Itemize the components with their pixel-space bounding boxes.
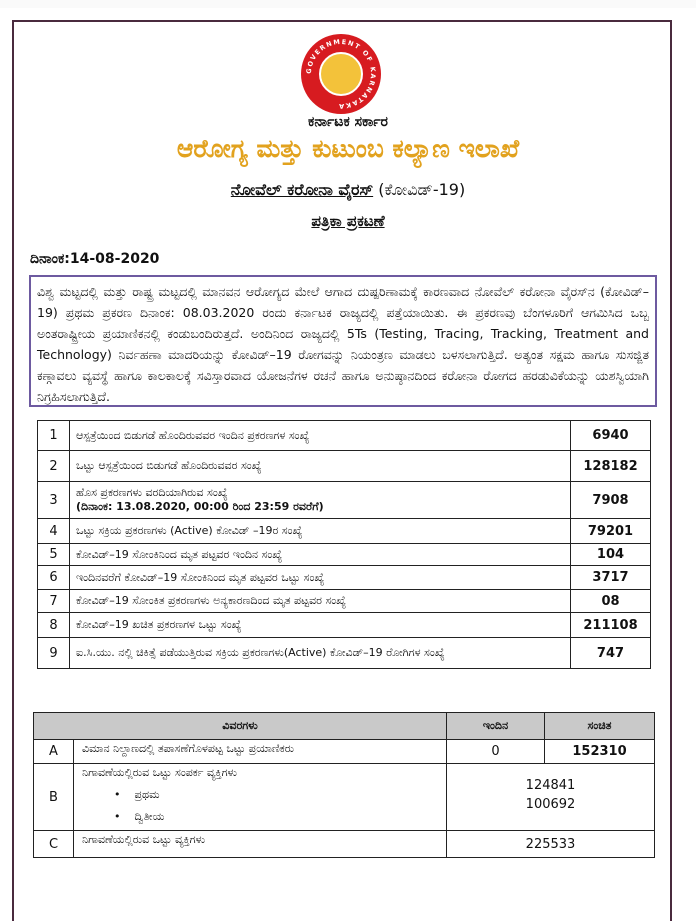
subject-main: ನೋವೆಲ್ ಕರೋನಾ ವೈರಸ್ bbox=[230, 180, 374, 199]
row-label: ಕೋವಿಡ್–19 ಖಚಿತ ಪ್ರಕರಣಗಳ ಒಟ್ಟು ಸಂಖ್ಯೆ bbox=[76, 618, 242, 631]
row-description bbox=[70, 590, 571, 613]
row-description bbox=[74, 764, 447, 831]
table-row bbox=[38, 482, 651, 519]
row-label: ಒಟ್ಟು ಸಕ್ರಿಯ ಪ್ರಕರಣಗಳು (Active) ಕೋವಿಡ್ –19ರ ಸಂಖ್ಯೆ bbox=[76, 524, 303, 537]
row-number: 2 bbox=[38, 451, 70, 482]
table-row bbox=[38, 421, 651, 451]
row-description bbox=[70, 451, 571, 482]
row-number: 3 bbox=[38, 482, 70, 519]
row-number: 5 bbox=[38, 544, 70, 566]
table-row bbox=[38, 638, 651, 669]
secondary-contacts-value: 100692 bbox=[525, 797, 576, 812]
header-today: ಇಂದಿನ bbox=[447, 713, 545, 740]
row-sublabel: (ದಿನಾಂಕ: 13.08.2020, 00:00 ರಿಂದ 23:59 ರವರೆಗೆ) bbox=[76, 500, 324, 513]
row-value: 79201 bbox=[571, 519, 651, 544]
table-row bbox=[38, 519, 651, 544]
release-date: ದಿನಾಂಕ:14-08-2020 bbox=[30, 251, 160, 267]
subject-line bbox=[0, 180, 696, 200]
row-label: ಹೊಸ ಪ್ರಕರಣಗಳು ವರದಿಯಾಗಿರುವ ಸಂಖ್ಯೆ bbox=[76, 486, 228, 499]
row-label: A bbox=[34, 740, 74, 764]
row-value: 747 bbox=[571, 638, 651, 669]
table-row bbox=[34, 831, 655, 858]
table-row bbox=[34, 764, 655, 831]
row-label: ಇಂದಿನವರೆಗೆ ಕೋವಿಡ್–19 ಸೋಂಕಿನಿಂದ ಮೃತ ಪಟ್ಟವರ ಒಟ್ಟು ಸಂಖ್ಯೆ bbox=[76, 570, 325, 584]
row-number: 4 bbox=[38, 519, 70, 544]
row-description: ನಿಗಾವಣೆಯಲ್ಲಿರುವ ಒಟ್ಟು ವ್ಯಕ್ತಿಗಳು bbox=[74, 831, 447, 858]
statistics-table bbox=[37, 420, 651, 669]
row-description bbox=[70, 421, 571, 451]
table-row bbox=[38, 566, 651, 590]
row-label: ಕೋವಿಡ್–19 ಸೋಂಕಿತ ಪ್ರಕರಣಗಳು ಅನ್ಯಕಾರಣದಿಂದ ಮೃತ ಪಟ್ಟವರ ಸಂಖ್ಯೆ bbox=[76, 594, 347, 607]
table-row bbox=[38, 613, 651, 638]
header-details: ವಿವರಗಳು bbox=[34, 713, 447, 740]
department-title: ಆರೋಗ್ಯ ಮತ್ತು ಕುಟುಂಬ ಕಲ್ಯಾಣ ಇಲಾಖೆ bbox=[176, 134, 520, 163]
table-row bbox=[34, 740, 655, 764]
row-value: 7908 bbox=[571, 482, 651, 519]
row-description bbox=[70, 544, 571, 566]
government-name: ಕರ್ನಾಟಕ ಸರ್ಕಾರ bbox=[308, 114, 388, 130]
row-value: 128182 bbox=[571, 451, 651, 482]
row-description bbox=[70, 638, 571, 669]
seal-ring-text-icon bbox=[301, 34, 381, 114]
row-label: ಕೋವಿಡ್–19 ಸೋಂಕಿನಿಂದ ಮೃತ ಪಟ್ಟವರ ಇಂದಿನ ಸಂಖ್ಯೆ bbox=[76, 547, 283, 561]
row-description bbox=[70, 613, 571, 638]
row-label: B bbox=[34, 764, 74, 831]
table-row bbox=[38, 590, 651, 613]
row-label: ಐ.ಸಿ.ಯು. ನಲ್ಲಿ ಚಿಕಿತ್ಸೆ ಪಡೆಯುತ್ತಿರುವ ಸಕ್ರಿಯ ಪ್ರಕರಣಗಳು(Active) ಕೋವಿಡ್–19 ರೋಗಿಗಳ ಸಂಖ್ಯೆ bbox=[76, 646, 445, 659]
surveillance-table bbox=[33, 712, 655, 858]
row-label: ಒಟ್ಟು ಆಸ್ಪತ್ರೆಯಿಂದ ಬಿಡುಗಡೆ ಹೊಂದಿರುವವರ ಸಂಖ್ಯೆ bbox=[76, 459, 262, 472]
table-row bbox=[38, 451, 651, 482]
contacts-title: ನಿಗಾವಣೆಯಲ್ಲಿರುವ ಒಟ್ಟು ಸಂಪರ್ಕ ವ್ಯಕ್ತಿಗಳು bbox=[82, 766, 237, 779]
table-row bbox=[38, 544, 651, 566]
primary-contacts-value: 124841 bbox=[525, 778, 576, 793]
row-number: 6 bbox=[38, 566, 70, 590]
subject-suffix: (ಕೋವಿಡ್-19) bbox=[373, 180, 466, 199]
row-value: 6940 bbox=[571, 421, 651, 451]
svg-text:GOVERNMENT OF KARNATAKA: GOVERNMENT OF KARNATAKA bbox=[304, 37, 378, 111]
row-number: 7 bbox=[38, 590, 70, 613]
intro-paragraph: ವಿಶ್ವ ಮಟ್ಟದಲ್ಲಿ ಮತ್ತು ರಾಷ್ಟ್ರ ಮಟ್ಟದಲ್ಲಿ ಮಾನವನ ಆರೋಗ್ಯದ ಮೇಲೆ ಆಗಾದ ದುಷ್ಪರಿಣಾಮಕ್ಕೆ ಕಾರಣವಾದ ನೋವೆಲ್ ಕರೋನಾ ವೈರಸ್‌ನ (ಕೋವಿಡ್–19) ಪ್ರಥಮ ಪ್ರಕರಣ ದಿನಾಂಕ: 08.03.2020 ರಂದು ಕರ್ನಾಟಕ ರಾಜ್ಯದಲ್ಲಿ ಪತ್ತೆಯಾಯಿತು. ಈ ಪ್ರಕರಣವು ಬೆಂಗಳೂರಿಗೆ ಆಗಮಿಸಿದ ಒಬ್ಬ ಅಂತರಾಷ್ಟ್ರೀಯ ಪ್ರಯಾಣಿಕನಲ್ಲಿ ಕಂಡುಬಂದಿರುತ್ತದೆ. ಅಂದಿನಿಂದ ರಾಜ್ಯದಲ್ಲಿ 5Ts (Testing, Tracing, Tracking, Treatment and Technology) ನಿರ್ವಹಣಾ ಮಾದರಿಯನ್ನು ಕೋವಿಡ್–19 ರೋಗವನ್ನು ನಿಯಂತ್ರಣ ಮಾಡಲು ಬಳಸಲಾಗುತ್ತಿದೆ. ಅತ್ಯಂತ ಸಕ್ಷಮ ಹಾಗೂ ಸುಸಜ್ಜಿತ ಕಣ್ಗಾವಲು ವ್ಯವಸ್ಥೆ ಹಾಗೂ ಕಾಲಕಾಲಕ್ಕೆ ಸವಿಸ್ತಾರವಾದ ಯೋಜನೆಗಳ ರಚನೆ ಹಾಗೂ ಅನುಷ್ಠಾನದಿಂದ ಕರೋನಾ ರೋಗದ ಹರಡುವಿಕೆಯನ್ನು ಯಶಸ್ವಿಯಾಗಿ ನಿಗ್ರಹಿಸಲಾಗುತ್ತಿದೆ. bbox=[29, 275, 657, 407]
row-description bbox=[70, 482, 571, 519]
row-description bbox=[70, 519, 571, 544]
list-item-primary: • ಪ್ರಥಮ bbox=[114, 784, 438, 806]
top-strip bbox=[0, 0, 696, 8]
header-cumulative: ಸಂಚಿತ bbox=[545, 713, 655, 740]
row-description bbox=[70, 566, 571, 590]
karnataka-emblem-seal bbox=[301, 34, 381, 114]
row-today-value: 0 bbox=[447, 740, 545, 764]
row-label: C bbox=[34, 831, 74, 858]
table-header-row bbox=[34, 713, 655, 740]
row-value: 225533 bbox=[447, 831, 655, 858]
contacts-values bbox=[447, 764, 655, 831]
row-number: 8 bbox=[38, 613, 70, 638]
row-value: 104 bbox=[571, 544, 651, 566]
row-description: ವಿಮಾನ ನಿಲ್ದಾಣದಲ್ಲಿ ತಪಾಸಣೆಗೊಳಪಟ್ಟ ಒಟ್ಟು ಪ್ರಯಾಣಿಕರು bbox=[74, 740, 447, 764]
list-item-secondary: • ದ್ವಿತೀಯ bbox=[114, 806, 438, 828]
row-value: 211108 bbox=[571, 613, 651, 638]
row-label: ಆಸ್ಪತ್ರೆಯಿಂದ ಬಿಡುಗಡೆ ಹೊಂದಿರುವವರ ಇಂದಿನ ಪ್ರಕರಣಗಳ ಸಂಖ್ಯೆ bbox=[76, 428, 310, 442]
row-value: 08 bbox=[571, 590, 651, 613]
row-cumulative-value: 152310 bbox=[545, 740, 655, 764]
press-release-title: ಪತ್ರಿಕಾ ಪ್ರಕಟಣೆ bbox=[311, 212, 385, 230]
contacts-list bbox=[82, 784, 438, 828]
row-number: 1 bbox=[38, 421, 70, 451]
row-number: 9 bbox=[38, 638, 70, 669]
row-value: 3717 bbox=[571, 566, 651, 590]
